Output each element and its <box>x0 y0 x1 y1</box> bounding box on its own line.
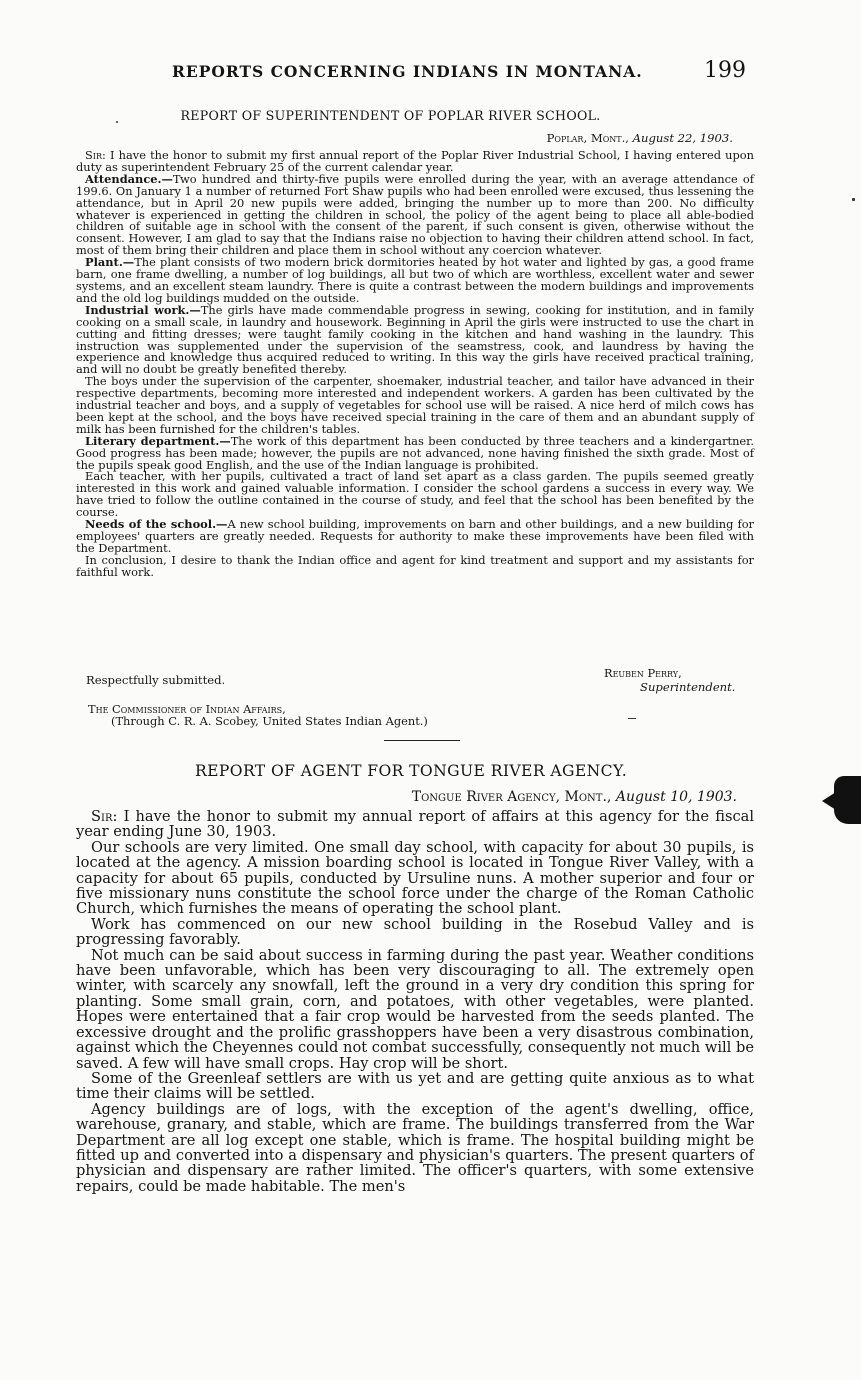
signature-name: Reuben Perry, <box>604 666 682 680</box>
section-industrial-work <box>76 302 755 377</box>
report2-body <box>76 809 754 1194</box>
section-conclusion <box>76 552 754 579</box>
section-text: The work of this department has been conducted by three teachers and a kindergartner. Good progress has been made; however, the pupils are not advanced, none having finished the sixth grade. Most of the pupils speak good English, and the use of the Indian language is prohibited. <box>76 433 754 472</box>
section-text: In conclusion, I desire to thank the Indian office and agent for kind treatment and support and my assistants for faithful work. <box>76 552 754 579</box>
section-text: Two hundred and thirty-five pupils were enrolled during the year, with an average attendance of 199.6. On January 1 a number of returned Fort Shaw pupils who had been enrolled were excused, thus lessening the attendance, but in April 20 new pupils were added, bringing the number up to more than 200. No difficulty whatever is experienced in getting the children in school, the policy of the agent being to place all able-bodied children of suitable age in school with the consent of the parent, if such consent is given, otherwise without the consent. However, I am glad to say that the Indians raise no objection to having their children attend school. In fact, most of them bring their children and place them in school without any coercion whatever. <box>76 171 754 258</box>
report2-dateline <box>412 789 737 805</box>
section-attendance <box>76 171 754 258</box>
section-literary <box>76 433 754 472</box>
report2-place: Tongue River Agency, Mont., <box>411 789 612 805</box>
report2-paragraph: Sir: I have the honor to submit my annual report of affairs at this agency for the fiscal year ending June 30, 1903. <box>76 808 754 841</box>
report1-dateline <box>547 131 733 145</box>
report1-body <box>76 150 754 579</box>
addressee-line1: The Commissioner of Indian Affairs, <box>88 702 286 716</box>
section-heading: Plant.— <box>85 255 135 270</box>
salutation: Sir: <box>91 808 118 825</box>
scan-speck <box>116 121 118 123</box>
report2-paragraph: Our schools are very limited. One small day school, with capacity for about 30 pupils, is located at the agency. A mission boarding school is located in Tongue River Valley, with a capacity for about 65 pupils, conducted by Ursuline nuns. A mother superior and four or five missionary nuns constitute the school force under the charge of the Roman Catholic Church, which furnishes the means of operating the school plant. <box>76 838 754 918</box>
section-gardens <box>76 471 754 519</box>
intro-text: I have the honor to submit my first annual report of the Poplar River Industrial School, I having entered upon duty as superintendent February 25 of the current calendar year. <box>76 148 754 174</box>
report1-place: Poplar, Mont., <box>546 131 629 145</box>
report2-paragraph: Not much can be said about success in farming during the past year. Weather conditions have been unfavorable, which has been very discouraging to all. The extremely open winter, with scarcely any snowfall, left the ground in a very dry condition this spring for planting. Some small grain, corn, and potatoes, with other vegetables, were planted. Hopes were entertained that a fair crop would be harvested from the seeds planted. The excessive drought and the prolific grasshoppers have been a very disastrous combination, against which the Cheyennes could not combat successfully, consequently not much will be saved. A few will have small crops. Hay crop will be short. <box>76 946 754 1072</box>
report1-title: REPORT OF SUPERINTENDENT OF POPLAR RIVER SCHOOL. <box>180 108 601 123</box>
scan-speck <box>852 198 855 201</box>
report2-title: REPORT OF AGENT FOR TONGUE RIVER AGENCY. <box>194 762 628 780</box>
salutation: Sir: <box>85 148 106 162</box>
running-title: REPORTS CONCERNING INDIANS IN MONTANA. <box>172 62 643 81</box>
section-text: The girls have made commendable progress in sewing, cooking for institution, and in family cooking on a small scale, in laundry and housework. Beginning in April the girls were instructed to use the chart in cutting and fitting dresses; were taught family cooking in the kitchen and hand washing in the laundry. This instruction was supplemented under the supervision of the seamstress, cook, and laundress by having the experience and knowledge thus acquired reduced to writing. In this way the girls have received practical training, and will no doubt be greatly benefited thereby. <box>76 302 755 377</box>
section-text: The plant consists of two modern brick dormitories heated by hot water and lighted by gas, a good frame barn, one frame dwelling, a number of log buildings, all but two of which are worthless, excellent water and sewer systems, and an excellent steam laundry. There is quite a contrast between the modern buildings and improvements and the old log buildings mudded on the outside. <box>76 255 754 305</box>
section-heading: Attendance.— <box>85 171 173 186</box>
report2-paragraph: Some of the Greenleaf settlers are with us yet and are getting quite anxious as to what time their claims will be settled. <box>76 1069 754 1103</box>
section-heading: Needs of the school.— <box>85 517 228 532</box>
section-boys <box>76 376 754 436</box>
addressee-line2: (Through C. R. A. Scobey, United States Indian Agent.) <box>111 714 428 728</box>
report1-intro <box>76 150 754 174</box>
section-needs <box>76 519 754 555</box>
section-text: The boys under the supervision of the carpenter, shoemaker, industrial teacher, and tailor have advanced in their respective departments, becoming more interested and independent workers. A garden has been cultivated by the industrial teacher and boys, and a supply of vegetables for school use will be raised. A nice herd of milch cows has been kept at the school, and the boys have received special training in the care of them and an abundant supply of milk has been furnished for the children's tables. <box>76 374 754 436</box>
report1-closing: Respectfully submitted. <box>86 673 226 687</box>
section-heading: Literary department.— <box>85 433 231 448</box>
signature-title: Superintendent. <box>640 680 736 694</box>
margin-blot <box>834 776 861 824</box>
section-divider <box>384 740 460 741</box>
section-heading: Industrial work.— <box>85 302 201 317</box>
report2-paragraph: Agency buildings are of logs, with the exception of the agent's dwelling, office, warehouse, granary, and stable, which are frame. The buildings transferred from the War Department are all log except one stable, which is frame. The hospital building might be fitted up and converted into a dispensary and physician's quarters. The present quarters of physician and dispensary are rather limited. The officer's quarters, with some extensive repairs, could be made habitable. The men's <box>76 1100 754 1195</box>
section-text: Each teacher, with her pupils, cultivated a tract of land set apart as a class garden. The pupils seemed greatly interested in this work and gained valuable information. I consider the school gardens a success in every way. We have tried to follow the outline contained in the course of study, and feel that the school has been benefited by the course. <box>76 469 754 520</box>
section-plant <box>76 257 754 305</box>
report2-paragraph: Work has commenced on our new school building in the Rosebud Valley and is progressing favorably. <box>76 915 754 949</box>
page-number: 199 <box>704 58 746 83</box>
scan-dash <box>628 718 636 719</box>
report2-date: August 10, 1903. <box>615 789 737 805</box>
section-text: A new school building, improvements on barn and other buildings, and a new building for employees' quarters are greatly needed. Requests for authority to make these improvements have been filed with the Department. <box>76 517 754 555</box>
report1-date: August 22, 1903. <box>632 131 733 145</box>
